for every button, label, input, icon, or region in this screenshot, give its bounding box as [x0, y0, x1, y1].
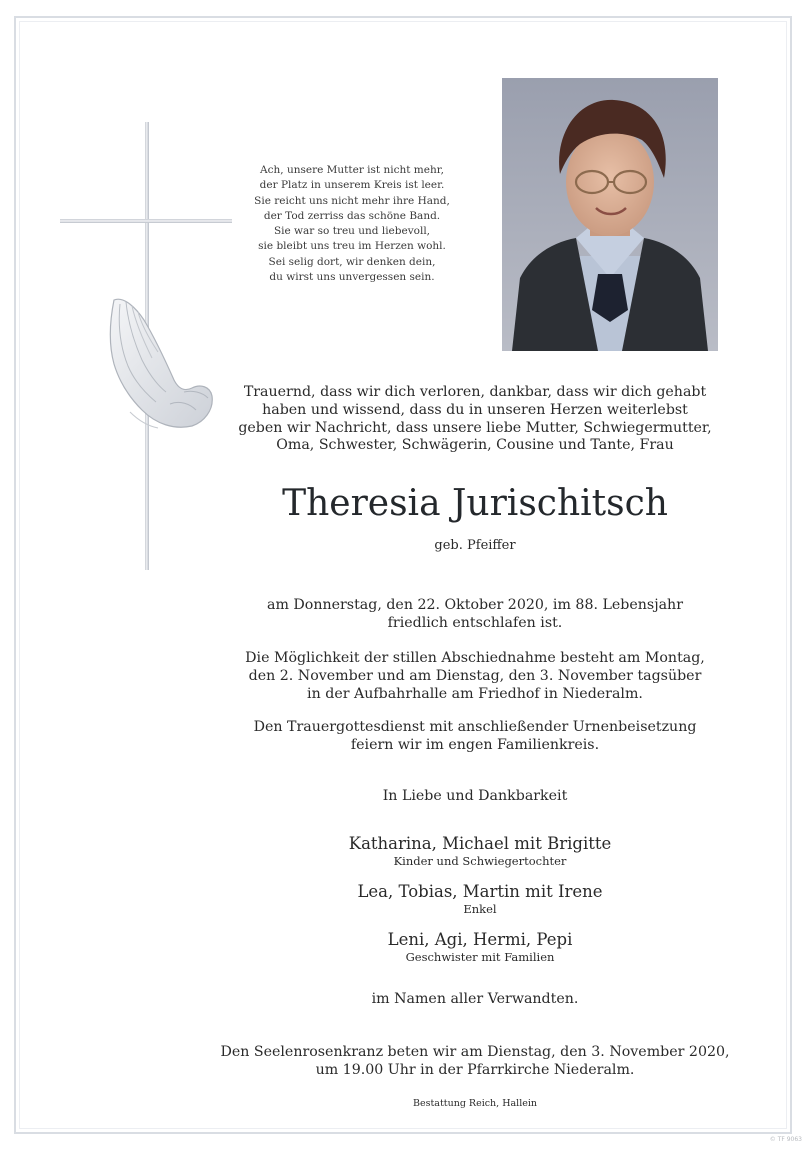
intro-line: geben wir Nachricht, dass unsere liebe Mutter, Schwiegermutter,: [238, 419, 712, 436]
intro-line: Oma, Schwester, Schwägerin, Cousine und Tante, Frau: [276, 437, 674, 454]
poem-line: der Platz in unserem Kreis ist leer.: [259, 179, 445, 192]
death-notice: [215, 596, 735, 632]
farewell-info: [215, 649, 735, 703]
portrait-photo: [502, 78, 718, 351]
intro-line: Trauernd, dass wir dich verloren, dankbar, dass wir dich gehabt: [243, 384, 707, 400]
service-info: [215, 718, 735, 754]
poem-line: Ach, unsere Mutter ist nicht mehr,: [260, 164, 444, 176]
family-names: Lea, Tobias, Martin mit Irene: [357, 882, 603, 901]
poem-line: du wirst uns unvergessen sein.: [269, 271, 435, 284]
death-notice-line: am Donnerstag, den 22. Oktober 2020, im 88. Lebensjahr: [267, 597, 683, 613]
closing-phrase: [215, 787, 735, 805]
rosary-line: um 19.00 Uhr in der Pfarrkirche Niederalm.: [315, 1062, 635, 1078]
farewell-line: den 2. November und am Dienstag, den 3. November tagsüber: [248, 668, 702, 684]
cross-horizontal-beam: [60, 219, 232, 223]
maiden-name: geb. Pfeiffer: [434, 538, 516, 553]
undertaker: Bestattung Reich, Hallein: [412, 1098, 538, 1109]
family-relation: Geschwister mit Familien: [405, 950, 555, 964]
deceased-name: Theresia Jurischitsch: [282, 483, 668, 524]
service-line: feiern wir im engen Familienkreis.: [350, 737, 600, 753]
poem-line: Sei selig dort, wir denken dein,: [268, 255, 436, 268]
service-line: Den Trauergottesdienst mit anschließender Urnenbeisetzung: [253, 719, 697, 735]
death-notice-line: friedlich entschlafen ist.: [387, 615, 563, 631]
praying-hands-icon: [100, 292, 218, 434]
relatives-note: [215, 990, 735, 1008]
family-names: Leni, Agi, Hermi, Pepi: [387, 930, 573, 949]
poem: [232, 163, 472, 285]
closing-line: In Liebe und Dankbarkeit: [382, 788, 568, 804]
print-mark: © TF 9063: [769, 1136, 802, 1143]
farewell-line: in der Aufbahrhalle am Friedhof in Niederalm.: [307, 686, 643, 702]
poem-line: Sie reicht uns nicht mehr ihre Hand,: [254, 194, 450, 207]
poem-line: Sie war so treu und liebevoll,: [273, 225, 431, 238]
rosary-info: [215, 1043, 735, 1079]
poem-line: sie bleibt uns treu im Herzen wohl.: [258, 240, 446, 253]
family-names: Katharina, Michael mit Brigitte: [348, 834, 612, 853]
family-relation: Enkel: [463, 902, 497, 916]
relatives-line: im Namen aller Verwandten.: [371, 991, 579, 1007]
rosary-line: Den Seelenrosenkranz beten wir am Dienstag, den 3. November 2020,: [220, 1044, 730, 1060]
intro-line: haben und wissend, dass du in unseren Herzen weiterlebst: [262, 401, 688, 418]
poem-line: der Tod zerriss das schöne Band.: [263, 209, 441, 222]
intro-text: [235, 384, 715, 455]
family-relation: Kinder und Schwiegertochter: [393, 854, 567, 868]
farewell-line: Die Möglichkeit der stillen Abschiednahme besteht am Montag,: [245, 650, 705, 666]
